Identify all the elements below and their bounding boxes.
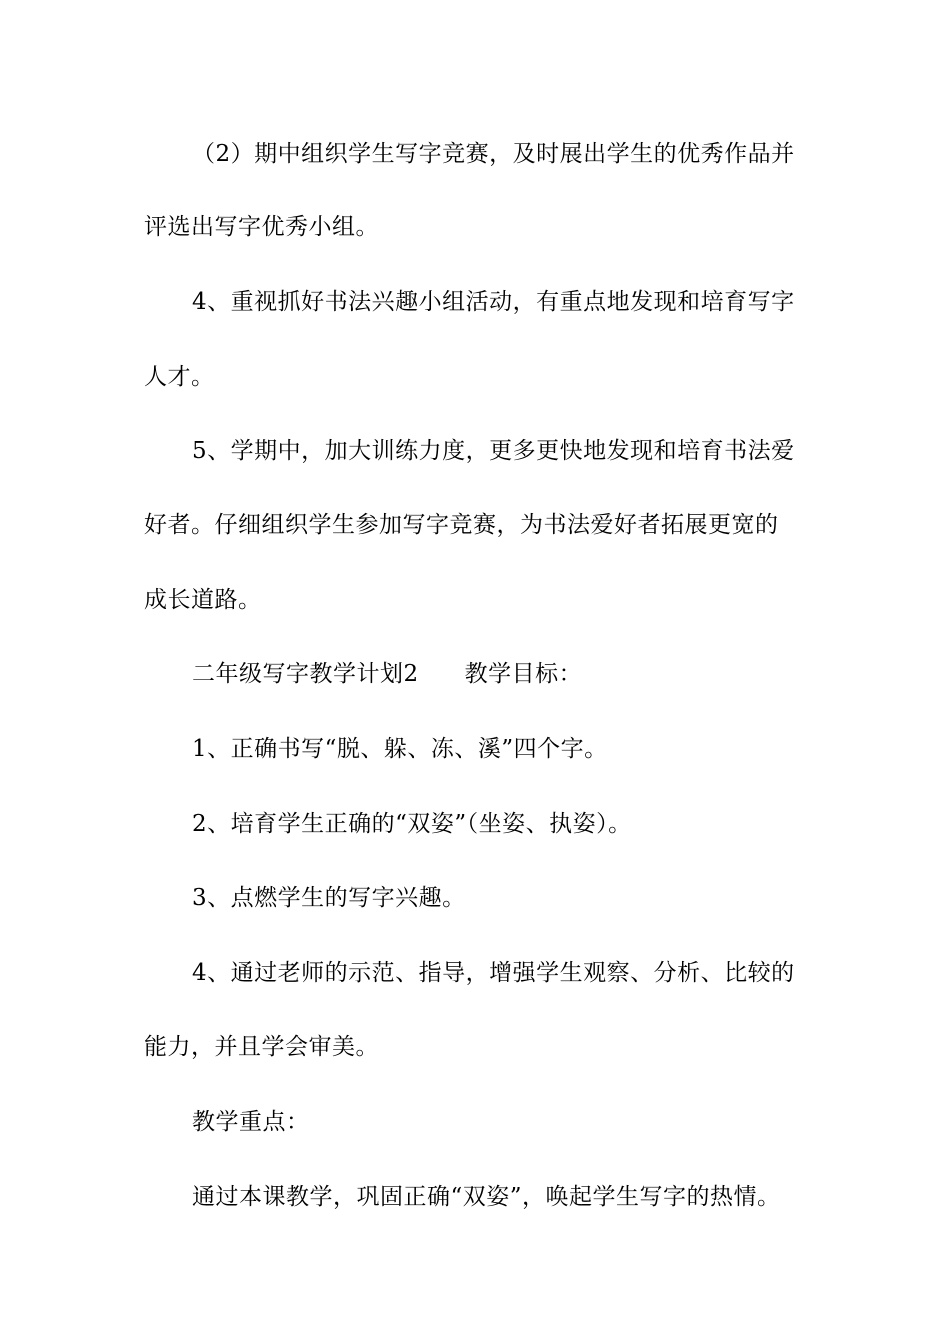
section-heading — [192, 659, 582, 689]
paragraph-line: 评选出写字优秀小组。 — [144, 214, 379, 240]
paragraph-line: 通过本课教学，巩固正确“双姿”，唤起学生写字的热情。 — [192, 1184, 781, 1210]
paragraph-line: 4、重视抓好书法兴趣小组活动，有重点地发现和培育写字 — [192, 289, 795, 315]
paragraph-line: 5、学期中，加大训练力度，更多更快地发现和培育书法爱 — [192, 438, 795, 464]
paragraph-line: 4、通过老师的示范、指导，增强学生观察、分析、比较的 — [192, 960, 795, 986]
paragraph-line: 好者。仔细组织学生参加写字竞赛，为书法爱好者拓展更宽的 — [144, 512, 779, 538]
paragraph-line: 3、点燃学生的写字兴趣。 — [192, 885, 466, 911]
section-heading-subtitle: 教学目标： — [464, 661, 583, 687]
paragraph-line: （2）期中组织学生写字竞赛，及时展出学生的优秀作品并 — [192, 141, 795, 167]
paragraph-line: 教学重点： — [192, 1109, 310, 1135]
paragraph-line: 人才。 — [144, 364, 215, 390]
paragraph-line: 2、培育学生正确的“双姿”（坐姿、执姿）。 — [192, 811, 632, 837]
section-heading-title: 二年级写字教学计划2 — [192, 661, 419, 687]
paragraph-line: 成长道路。 — [144, 587, 262, 613]
paragraph-line: 能力，并且学会审美。 — [144, 1034, 379, 1060]
paragraph-line: 1、正确书写“脱、躲、冻、溪”四个字。 — [192, 736, 608, 762]
